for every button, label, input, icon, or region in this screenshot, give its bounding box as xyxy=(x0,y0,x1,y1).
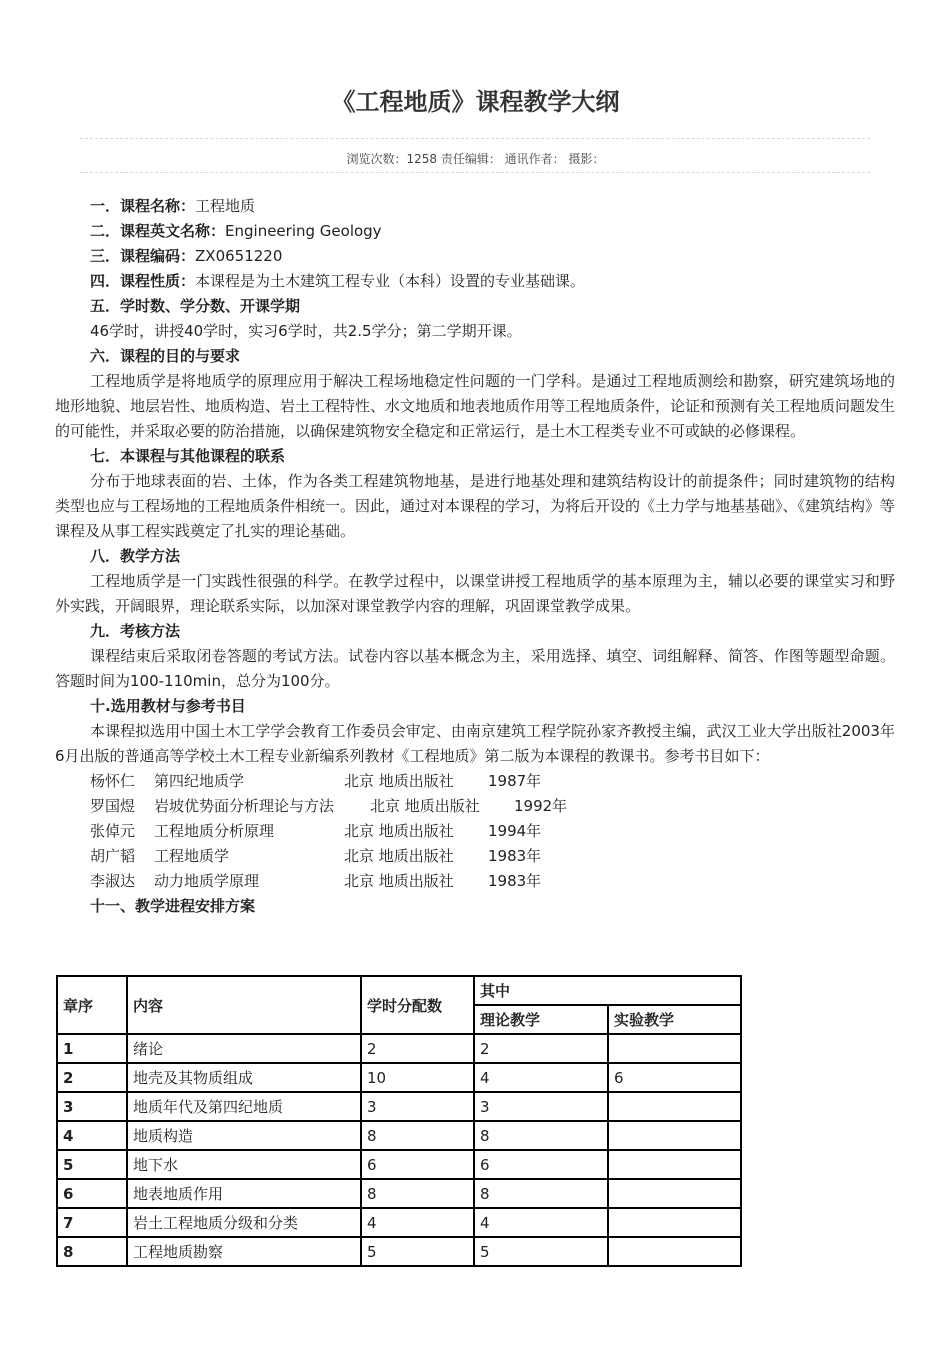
reference-publisher: 北京 地质出版社 xyxy=(344,822,454,840)
course-name-value: 工程地质 xyxy=(195,197,256,215)
hours-credits-text: 46学时，讲授40学时，实习6学时，共2.5学分；第二学期开课。 xyxy=(90,322,522,340)
table-row xyxy=(57,1150,741,1179)
reference-title: 动力地质学原理 xyxy=(154,872,260,890)
header-lab: 实验教学 xyxy=(608,1005,741,1034)
cell-chapter: 3 xyxy=(57,1092,127,1121)
relations-text: 分布于地球表面的岩、土体，作为各类工程建筑物地基，是进行地基处理和建筑结构设计的前提条件；同时建筑物的结构类型也应与工程场地的工程地质条件相统一。因此，通过对本课程的学习，为将后开设的《土力学与地基基础》、《建筑结构》等课程及从事工程实践奠定了扎实的理论基础。 xyxy=(55,472,896,540)
cell-lab xyxy=(608,1237,741,1266)
cell-lab xyxy=(608,1208,741,1237)
cell-lab xyxy=(608,1121,741,1150)
reference-item xyxy=(55,844,895,869)
cell-chapter: 2 xyxy=(57,1063,127,1092)
assessment-text: 课程结束后采取闭卷答题的考试方法。试卷内容以基本概念为主，采用选择、填空、词组解释、简答、作图等题型命题。答题时间为100-110min，总分为100分。 xyxy=(55,647,895,690)
textbooks-heading: 十.选用教材与参考书目 xyxy=(90,697,246,715)
reference-title: 岩坡优势面分析理论与方法 xyxy=(154,797,335,815)
table-row xyxy=(57,1092,741,1121)
reference-title: 工程地质分析原理 xyxy=(154,822,275,840)
table-row xyxy=(57,1208,741,1237)
cell-content: 工程地质勘察 xyxy=(127,1237,361,1266)
schedule-heading: 十一、教学进程安排方案 xyxy=(90,897,256,915)
cell-lab xyxy=(608,1034,741,1063)
header-hours: 学时分配数 xyxy=(361,976,474,1034)
reference-title: 工程地质学 xyxy=(154,847,230,865)
reference-publisher: 北京 地质出版社 xyxy=(344,872,454,890)
reference-publisher: 北京 地质出版社 xyxy=(344,847,454,865)
cell-chapter: 4 xyxy=(57,1121,127,1150)
table-row xyxy=(57,1237,741,1266)
course-code-label: 三．课程编码： xyxy=(90,247,196,265)
table-header-row xyxy=(57,976,741,1005)
divider-top xyxy=(80,138,870,139)
reference-item xyxy=(55,869,895,894)
header-theory: 理论教学 xyxy=(474,1005,608,1034)
cell-theory: 6 xyxy=(474,1150,608,1179)
objectives-heading: 六．课程的目的与要求 xyxy=(90,347,241,365)
cell-lab xyxy=(608,1179,741,1208)
course-nature-label: 四．课程性质： xyxy=(90,272,196,290)
cell-hours: 8 xyxy=(361,1121,474,1150)
cell-theory: 2 xyxy=(474,1034,608,1063)
cell-theory: 8 xyxy=(474,1121,608,1150)
teaching-method-text: 工程地质学是一门实践性很强的科学。在教学过程中，以课堂讲授工程地质学的基本原理为主，辅以必要的课堂实习和野外实践，开阔眼界，理论联系实际，以加深对课堂教学内容的理解，巩固课堂教学成果。 xyxy=(55,572,895,615)
schedule-table xyxy=(56,975,742,1267)
assessment-heading: 九．考核方法 xyxy=(90,622,181,640)
header-of-which: 其中 xyxy=(474,976,741,1005)
reference-author: 胡广韬 xyxy=(90,847,136,865)
cell-hours: 4 xyxy=(361,1208,474,1237)
course-english-name-value: Engineering Geology xyxy=(225,222,382,240)
course-english-name-label: 二．课程英文名称： xyxy=(90,222,226,240)
table-row xyxy=(57,1179,741,1208)
course-english-name-line xyxy=(55,219,895,244)
cell-content: 地下水 xyxy=(127,1150,361,1179)
reference-author: 李淑达 xyxy=(90,872,136,890)
cell-hours: 10 xyxy=(361,1063,474,1092)
reference-author: 罗国煜 xyxy=(90,797,136,815)
reference-author: 杨怀仁 xyxy=(90,772,136,790)
cell-content: 岩土工程地质分级和分类 xyxy=(127,1208,361,1237)
reference-publisher: 北京 地质出版社 xyxy=(370,797,480,815)
cell-content: 绪论 xyxy=(127,1034,361,1063)
course-nature-line xyxy=(55,269,895,294)
cell-lab: 6 xyxy=(608,1063,741,1092)
reference-item xyxy=(55,769,895,794)
page-title: 《工程地质》课程教学大纲 xyxy=(331,88,620,116)
course-code-value: ZX0651220 xyxy=(195,247,283,265)
reference-author: 张倬元 xyxy=(90,822,136,840)
cell-lab xyxy=(608,1150,741,1179)
cell-content: 地表地质作用 xyxy=(127,1179,361,1208)
cell-theory: 8 xyxy=(474,1179,608,1208)
cell-theory: 5 xyxy=(474,1237,608,1266)
objectives-text: 工程地质学是将地质学的原理应用于解决工程场地稳定性问题的一门学科。是通过工程地质测绘和勘察，研究建筑场地的地形地貌、地层岩性、地质构造、岩土工程特性、水文地质和地表地质作用等工程地质条件，论证和预测有关工程地质问题发生的可能性，并采取必要的防治措施，以确保建筑物安全稳定和正常运行，是土木工程类专业不可或缺的必修课程。 xyxy=(55,372,896,440)
header-content: 内容 xyxy=(127,976,361,1034)
divider-bottom xyxy=(80,172,870,173)
teaching-method-heading: 八．教学方法 xyxy=(90,547,181,565)
hours-credits-heading: 五．学时数、学分数、开课学期 xyxy=(90,297,301,315)
cell-content: 地壳及其物质组成 xyxy=(127,1063,361,1092)
cell-hours: 3 xyxy=(361,1092,474,1121)
table-row xyxy=(57,1034,741,1063)
reference-year: 1983年 xyxy=(488,847,542,865)
cell-hours: 8 xyxy=(361,1179,474,1208)
course-code-line xyxy=(55,244,895,269)
course-name-label: 一．课程名称： xyxy=(90,197,196,215)
cell-chapter: 5 xyxy=(57,1150,127,1179)
reference-year: 1987年 xyxy=(488,772,542,790)
reference-item xyxy=(55,794,895,819)
table-row xyxy=(57,1121,741,1150)
reference-year: 1992年 xyxy=(514,797,568,815)
textbooks-text: 本课程拟选用中国土木工学学会教育工作委员会审定、由南京建筑工程学院孙家齐教授主编，武汉工业大学出版社2003年6月出版的普通高等学校土木工程专业新编系列教材《工程地质》第二版为本课程的教课书。参考书目如下： xyxy=(55,722,895,765)
cell-hours: 5 xyxy=(361,1237,474,1266)
cell-chapter: 6 xyxy=(57,1179,127,1208)
reference-year: 1983年 xyxy=(488,872,542,890)
cell-chapter: 1 xyxy=(57,1034,127,1063)
course-name-line xyxy=(55,194,895,219)
cell-theory: 4 xyxy=(474,1208,608,1237)
cell-lab xyxy=(608,1092,741,1121)
cell-theory: 3 xyxy=(474,1092,608,1121)
cell-hours: 6 xyxy=(361,1150,474,1179)
header-chapter: 章序 xyxy=(57,976,127,1034)
cell-chapter: 8 xyxy=(57,1237,127,1266)
cell-content: 地质年代及第四纪地质 xyxy=(127,1092,361,1121)
reference-item xyxy=(55,819,895,844)
relations-heading: 七．本课程与其他课程的联系 xyxy=(90,447,286,465)
table-row xyxy=(57,1063,741,1092)
cell-chapter: 7 xyxy=(57,1208,127,1237)
reference-year: 1994年 xyxy=(488,822,542,840)
cell-theory: 4 xyxy=(474,1063,608,1092)
article-meta: 浏览次数：1258 责任编辑： 通讯作者： 摄影： xyxy=(346,152,605,166)
course-nature-value: 本课程是为土木建筑工程专业（本科）设置的专业基础课。 xyxy=(195,272,586,290)
reference-publisher: 北京 地质出版社 xyxy=(344,772,454,790)
cell-content: 地质构造 xyxy=(127,1121,361,1150)
cell-hours: 2 xyxy=(361,1034,474,1063)
reference-title: 第四纪地质学 xyxy=(154,772,245,790)
article-body xyxy=(55,194,895,919)
